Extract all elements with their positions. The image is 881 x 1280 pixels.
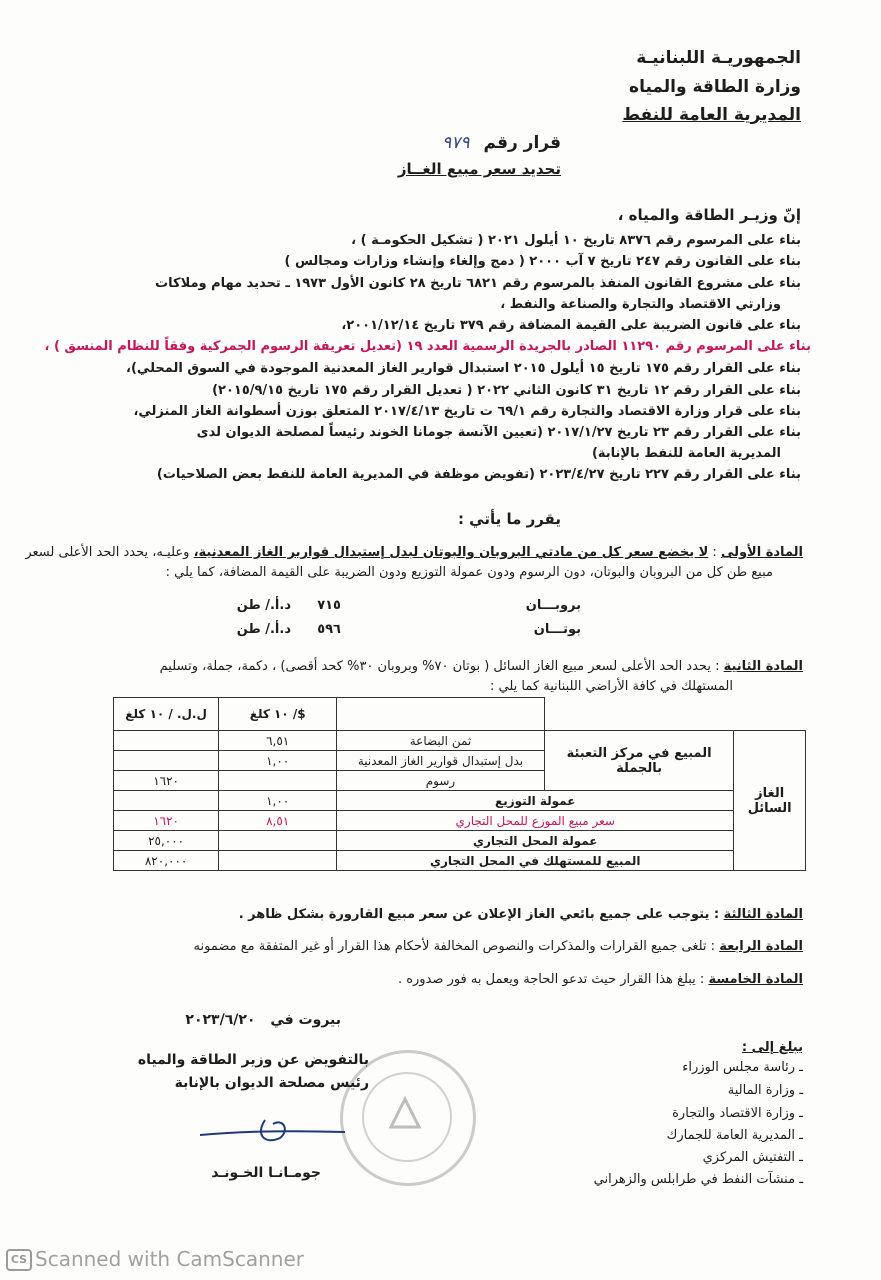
row-usd: ٨,٥١ [219, 811, 337, 831]
camscanner-logo: CS [6, 1249, 32, 1271]
article-3-text: : يتوجب على جميع بائعي الغاز الإعلان عن سعر مبيع القارورة بشكل ظاهر . [238, 907, 720, 922]
distribution-item: ـ وزارة المالية [727, 1083, 803, 1098]
article-5-label: المادة الخامسة [708, 972, 803, 987]
product-propane-price: ٧١٥ [317, 598, 341, 613]
distribution-item: ـ وزارة الاقتصاد والتجارة [672, 1106, 803, 1121]
row-desc: بدل إستبدال قوارير الغاز المعدنية [337, 751, 545, 771]
preamble-line: وزارتي الاقتصاد والتجارة والصناعة والنفط ، [500, 297, 781, 312]
article-4-text: : تلغى جميع القرارات والمذكرات والنصوص المخالفة لأحكام هذا القرار أو غير المتفقة مع مضمونه [193, 939, 716, 954]
date: ٢٠٢٣/٦/٢٠ [185, 1012, 256, 1028]
article-2-label: المادة الثانية [723, 659, 803, 674]
stamp-cedar-icon [385, 1095, 425, 1135]
article-3 [73, 905, 803, 925]
handwritten-signature [195, 1110, 355, 1155]
distribution-item: ـ المديرية العامة للجمارك [666, 1128, 803, 1143]
row-desc: عمولة التوزيع [337, 791, 734, 811]
row-lbp [114, 791, 219, 811]
article-1-text-bold: لا يخضع سعر كل من مادتي البروبان والبوتان لبدل إستبدال قوارير الغاز المعدنية، [193, 545, 709, 560]
article-1: المادة الأولى : لا يخضع سعر كل من مادتي البروبان والبوتان لبدل إستبدال قوارير الغاز المعدنية، وعليـه، يحدد الحد الأعلى لسعر مبيع طن كل من البروبان والبوتان، دون الرسوم ودون عمولة التوزيع ودون الضريبة على القيمة المضافة، كما يلي : [73, 543, 803, 583]
row-usd: ١,٠٠ [219, 751, 337, 771]
group-wholesale: المبيع في مركز التعبئة بالجملة [544, 731, 733, 791]
header-directorate: المديرية العامة للنفط [622, 105, 801, 125]
signature-line1: بالتفويض عن وزير الطاقة والمياه [137, 1052, 369, 1068]
row-lbp: ١٦٢٠ [114, 811, 219, 831]
preamble-line: بناء على القرار رقم ١٧٥ تاريخ ١٥ أيلول ٢٠١٥ استبدال قوارير الغاز المعدنية الموجودة في السوق المحلي)، [126, 361, 801, 376]
product-propane-name: بروبـــان [525, 598, 581, 613]
decision-number [442, 133, 561, 153]
place: بيروت في [270, 1012, 341, 1028]
preamble-line: بناء على قانون الضريبة على القيمة المضافة رقم ٣٧٩ تاريخ ٢٠٠١/١٢/١٤، [341, 318, 801, 333]
preamble-line: بناء على مشروع القانون المنفذ بالمرسوم رقم ٦٨٢١ تاريخ ٢٨ كانون الأول ١٩٧٣ ـ تحديد مهام وملاكات [155, 276, 801, 291]
row-lbp: ٢٥,٠٠٠ [114, 831, 219, 851]
distribution-item: ـ التفتيش المركزي [702, 1150, 803, 1165]
signatory-name: جومـانـا الخـونـد [211, 1165, 321, 1181]
row-lbp: ١٦٢٠ [114, 771, 219, 791]
distribution-item: ـ منشآت النفط في طرابلس والزهراني [593, 1172, 803, 1187]
preamble-line: بناء على المرسوم رقم ٨٣٧٦ تاريخ ١٠ أيلول ٢٠٢١ ( تشكيل الحكومـة ) ، [351, 233, 801, 248]
row-desc: ثمن البضاعة [337, 731, 545, 751]
row-desc-highlighted: سعر مبيع الموزع للمحل التجاري [337, 811, 734, 831]
decision-number-label: قرار رقم [483, 133, 561, 153]
article-1-label: المادة الأولى [720, 545, 803, 560]
preamble-opening: إنّ وزيـر الطاقة والمياه ، [617, 206, 801, 224]
decision-number-handwritten: ٩٧٩ [442, 133, 470, 153]
article-4 [73, 937, 803, 957]
preamble-line: بناء على قرار وزارة الاقتصاد والتجارة رقم ٦٩/١ ت تاريخ ٢٠١٧/٤/١٣ المتعلق بوزن أسطوانة الغاز المنزلي، [133, 404, 801, 419]
camscanner-watermark: Scanned with CamScanner [35, 1247, 304, 1271]
preamble-line-highlighted: بناء على المرسوم رقم ١١٢٩٠ الصادر بالجريدة الرسمية العدد ١٩ (تعديل تعريفة الرسوم الجمركية وفقاً للنظام المنسق ) ، [44, 339, 811, 354]
article-2-line2: المستهلك في كافة الأراضي اللبنانية كما يلي : [490, 679, 733, 694]
article-2 [73, 657, 803, 697]
article-4-label: المادة الرابعة [719, 939, 803, 954]
preamble-line: بناء على القرار رقم ٢٣ تاريخ ٢٠١٧/١/٢٧ (تعيين الآنسة جومانا الخوند رئيساً لمصلحة الديوان لدى [196, 425, 801, 440]
article-1-line2: مبيع طن كل من البروبان والبوتان، دون الرسوم ودون عمولة التوزيع ودون الضريبة على القيمة المضافة، كما يلي : [165, 565, 773, 580]
product-butane-name: بوتـــان [533, 622, 581, 637]
preamble-line: بناء على القانون رقم ٢٤٧ تاريخ ٧ آب ٢٠٠٠ ( دمج وإلغاء وإنشاء وزارات ومجالس ) [284, 254, 801, 269]
row-desc: المبيع للمستهلك في المحل التجاري [337, 851, 734, 871]
header-ministry: وزارة الطاقة والمياه [629, 77, 801, 97]
col-header-usd: $/ ١٠ كلغ [219, 698, 337, 731]
row-desc: رسوم [337, 771, 545, 791]
row-lbp [114, 731, 219, 751]
product-butane-unit: د.أ./ طن [236, 622, 291, 637]
preamble-line: بناء على القرار رقم ١٢ تاريخ ٣١ كانون الثاني ٢٠٢٢ ( تعديل القرار رقم ١٧٥ تاريخ ٢٠١٥/٩/١٥) [212, 383, 801, 398]
row-usd [219, 771, 337, 791]
signature-line2: رئيس مصلحة الديوان بالإنابة [174, 1075, 369, 1091]
header-republic: الجمهوريـة اللبنانيـة [636, 48, 801, 68]
distribution-item: ـ رئاسة مجلس الوزراء [682, 1060, 803, 1075]
decision-title: تحديد سعر مبيع الغــاز [397, 160, 561, 178]
prices-table [113, 697, 806, 871]
row-lbp: ٨٢٠,٠٠٠ [114, 851, 219, 871]
place-date [185, 1012, 341, 1028]
row-desc: عمولة المحل التجاري [337, 831, 734, 851]
article-2-text: : يحدد الحد الأعلى لسعر مبيع الغاز السائل ( بوتان ٧٠% وبروبان ٣٠% كحد أقصى) ، دكمة، جملة، وتسليم [159, 659, 720, 674]
col-header-lbp: ل.ل. / ١٠ كلغ [114, 698, 219, 731]
decides-heading: يقرر ما يأتي : [457, 510, 561, 528]
preamble-line: بناء على القرار رقم ٢٢٧ تاريخ ٢٠٢٣/٤/٢٧ (تفويض موظفة في المديرية العامة للنفط بعض الصلاحيات) [156, 467, 801, 482]
row-lbp [114, 751, 219, 771]
product-butane-price: ٥٩٦ [317, 622, 341, 637]
product-propane-unit: د.أ./ طن [236, 598, 291, 613]
article-5-text: : يبلغ هذا القرار حيث تدعو الحاجة ويعمل به فور صدوره . [397, 972, 705, 987]
row-usd: ١,٠٠ [219, 791, 337, 811]
article-3-label: المادة الثالثة [723, 907, 803, 922]
article-1-text-rest: وعليـه، يحدد الحد الأعلى لسعر [25, 545, 190, 560]
article-5 [73, 970, 803, 990]
row-usd [219, 831, 337, 851]
product-cell: الغاز السائل [734, 731, 806, 871]
row-usd [219, 851, 337, 871]
preamble-line: المديرية العامة للنفط بالإنابة) [591, 446, 781, 461]
distribution-title: يبلغ إلى : [741, 1040, 803, 1055]
row-usd: ٦,٥١ [219, 731, 337, 751]
